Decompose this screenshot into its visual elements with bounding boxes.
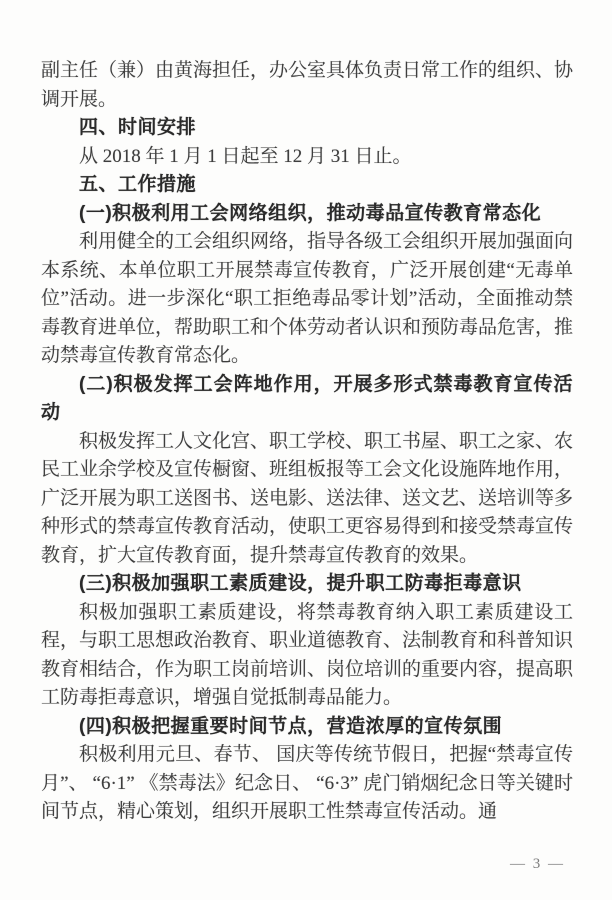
paragraph-measure-4: 积极利用元旦、春节、 国庆等传统节假日，把握“禁毒宣传月”、 “6·1” 《禁毒法》纪念日、 “6·3” 虎门销烟纪念日等关键时间节点，精心策划，组织开展职工性禁毒宣传活动。通 bbox=[41, 744, 573, 822]
section-heading-time-arrangement: 四、时间安排 bbox=[79, 117, 197, 138]
paragraph-continuation: 副主任（兼）由黄海担任，办公室具体负责日常工作的组织、协调开展。 bbox=[41, 60, 574, 110]
page-number: — 3 — bbox=[510, 856, 565, 872]
document-body bbox=[41, 57, 573, 827]
subsection-heading-1: (一)积极利用工会网络组织，推动毒品宣传教育常态化 bbox=[79, 202, 542, 224]
subsection-heading-4: (四)积极把握重要时间节点，营造浓厚的宣传氛围 bbox=[79, 715, 503, 737]
subsection-heading-3: (三)积极加强职工素质建设，提升职工防毒拒毒意识 bbox=[79, 573, 522, 594]
subsection-heading-2: (二)积极发挥工会阵地作用，开展多形式禁毒教育宣传活动 bbox=[41, 373, 573, 423]
paragraph-schedule: 从 2018 年 1 月 1 日起至 12 月 31 日止。 bbox=[79, 145, 412, 167]
paragraph-measure-2: 积极发挥工人文化宫、职工学校、职工书屋、职工之家、农民工业余学校及宣传橱窗、班组板报等工会文化设施阵地作用，广泛开展为职工送图书、送电影、送法律、送文艺、送培训等多种形式的禁毒宣传教育活动，使职工更容易得到和接受禁毒宣传教育，扩大宣传教育面，提升禁毒宣传教育的效果。 bbox=[41, 430, 574, 566]
paragraph-measure-3: 积极加强职工素质建设，将禁毒教育纳入职工素质建设工程，与职工思想政治教育、职业道德教育、法制教育和科普知识教育相结合，作为职工岗前培训、岗位培训的重要内容，提高职工防毒拒毒意识，增强自觉抵制毒品能力。 bbox=[41, 601, 574, 708]
paragraph-measure-1: 利用健全的工会组织网络，指导各级工会组织开展加强面向本系统、本单位职工开展禁毒宣传教育，广泛开展创建“无毒单位”活动。进一步深化“职工拒绝毒品零计划”活动，全面推动禁毒教育进单位，帮助职工和个体劳动者认识和预防毒品危害，推动禁毒宣传教育常态化。 bbox=[41, 231, 574, 366]
section-heading-work-measures: 五、工作措施 bbox=[79, 174, 197, 195]
